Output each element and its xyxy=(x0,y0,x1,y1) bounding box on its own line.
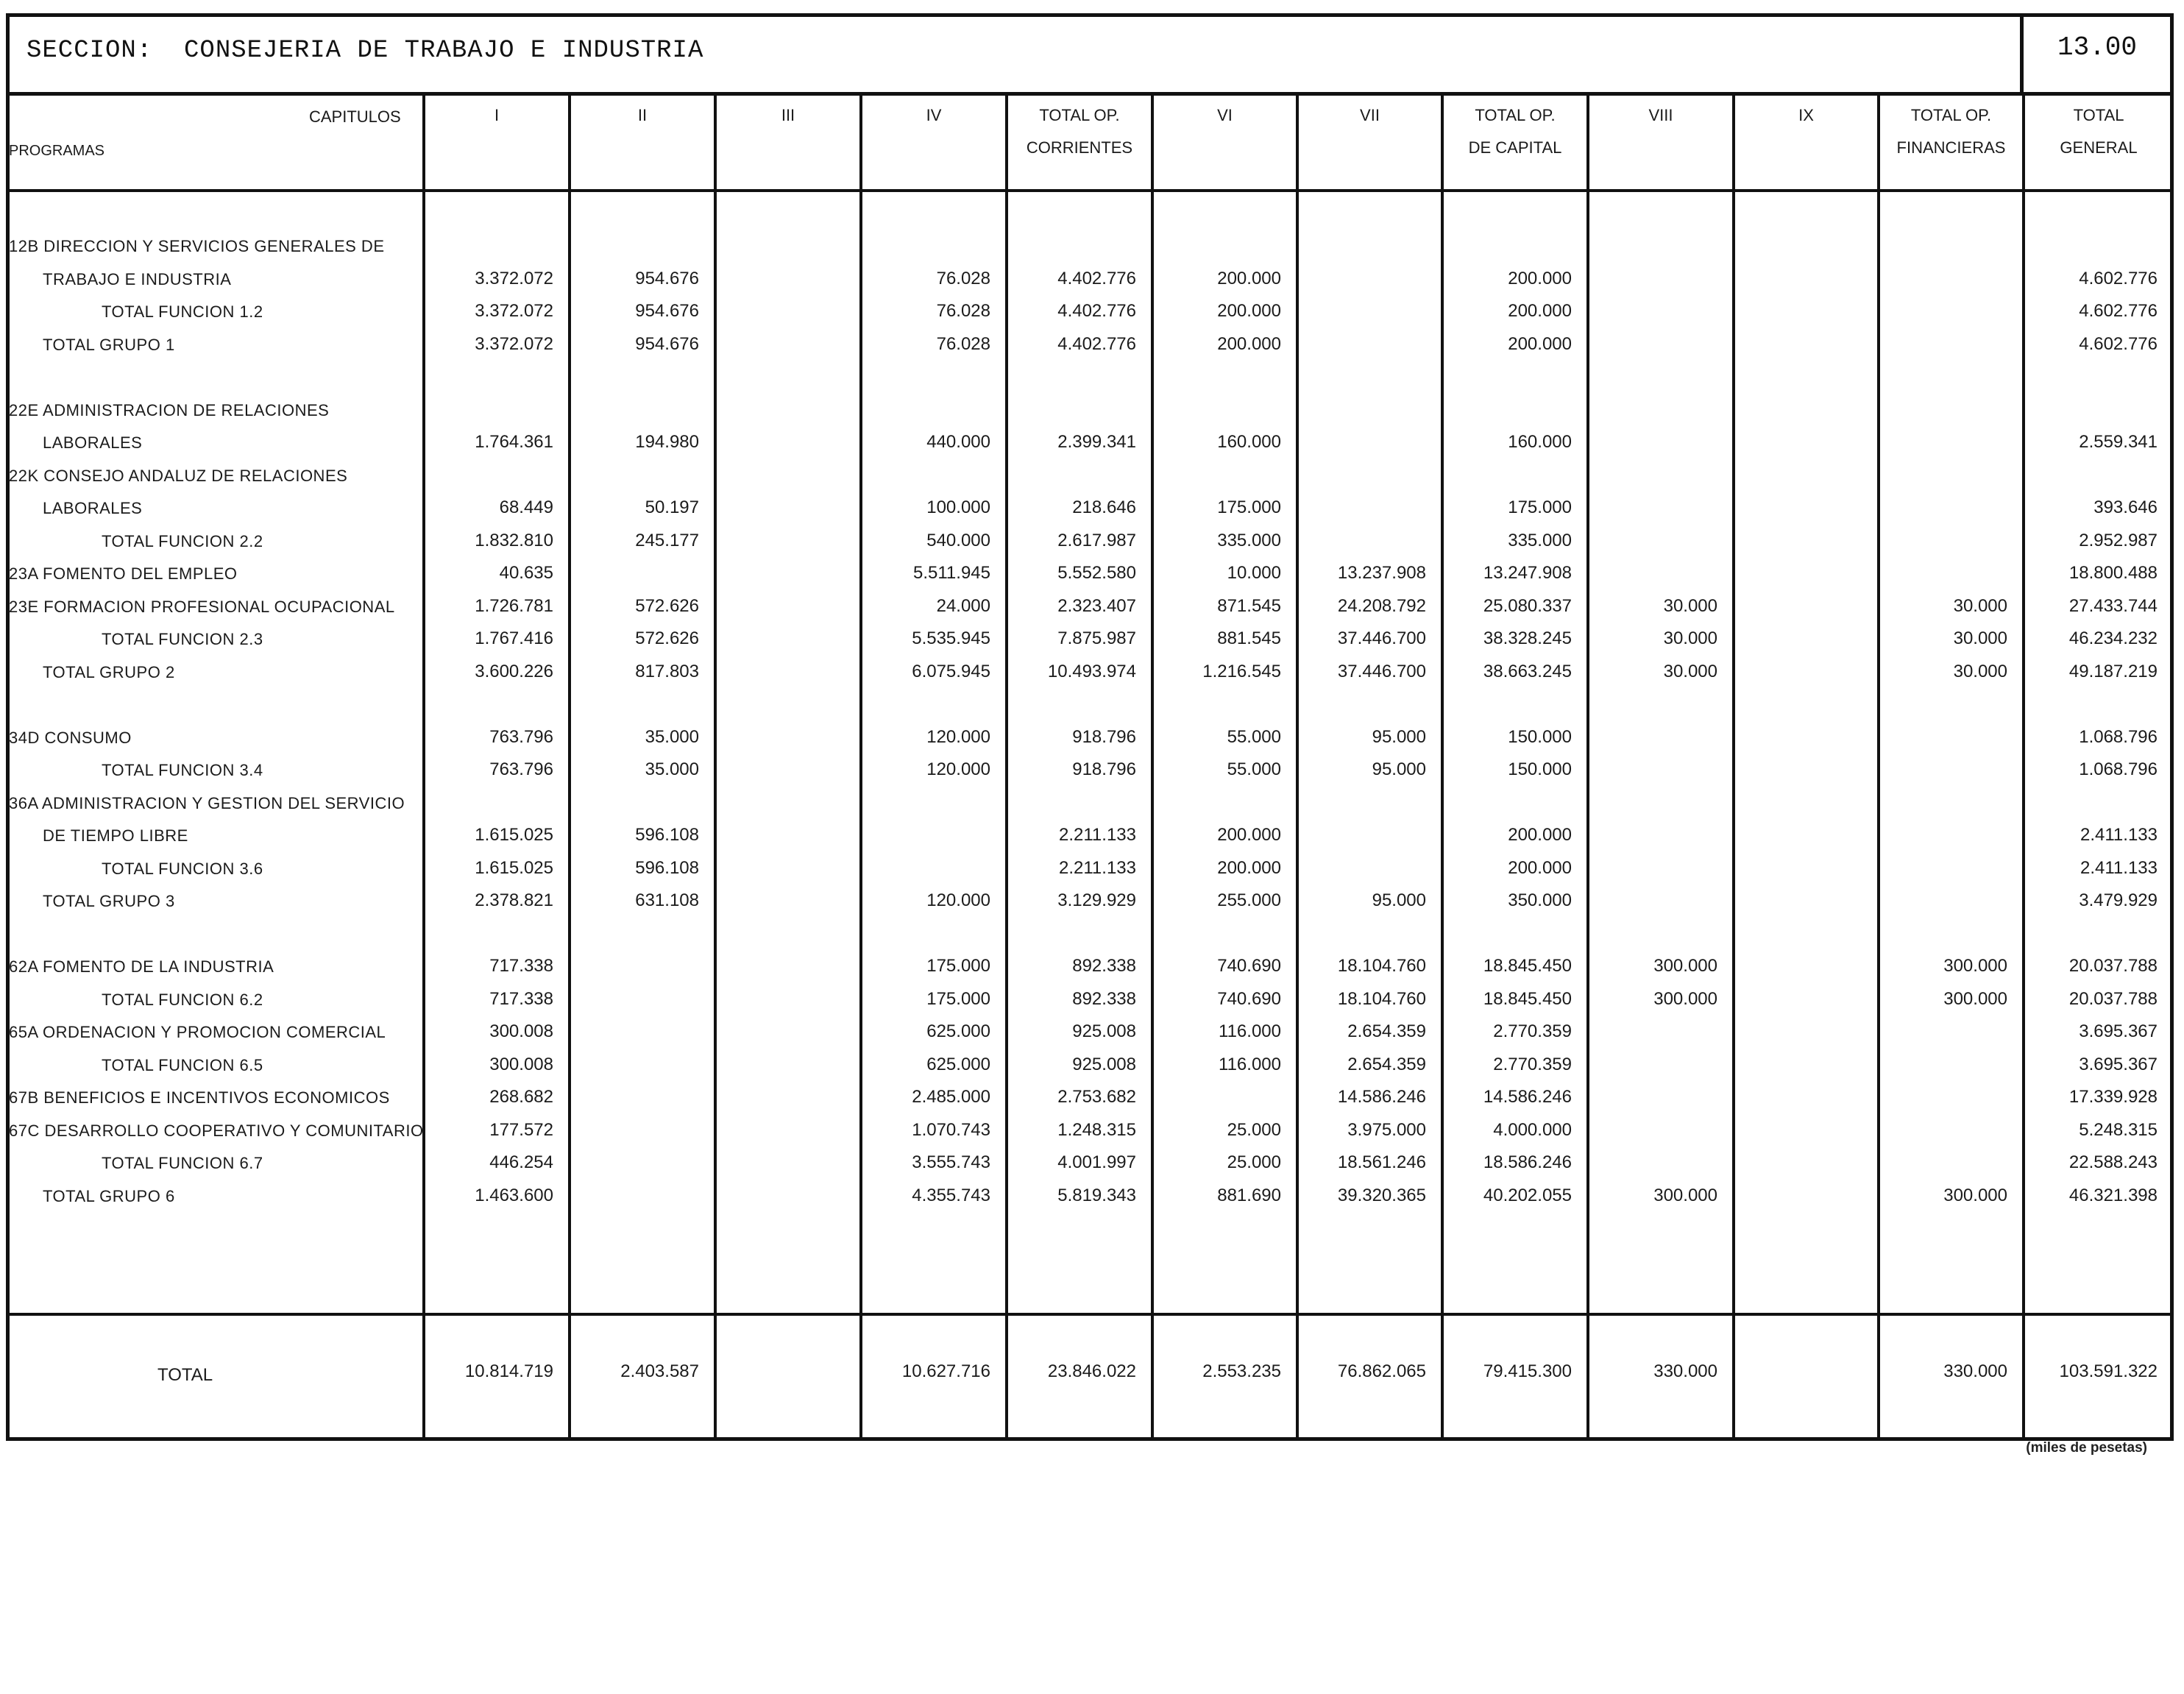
table-cell: 13.237.908 xyxy=(1337,563,1426,583)
row-label: TOTAL FUNCION 3.4 xyxy=(102,761,263,779)
table-cell: 175.000 xyxy=(926,988,990,1009)
table-cell: 300.000 xyxy=(1943,988,2007,1009)
total-cell: 103.591.322 xyxy=(2059,1361,2158,1381)
table-cell: 631.108 xyxy=(635,890,699,910)
table-cell: 4.402.776 xyxy=(1057,301,1136,321)
table-cell: 255.000 xyxy=(1217,890,1281,910)
total-cell: 10.627.716 xyxy=(901,1361,990,1381)
table-cell: 572.626 xyxy=(635,595,699,616)
header-capitulos: CAPITULOS xyxy=(309,107,401,126)
column-header: VII xyxy=(1360,106,1380,124)
row-label: TOTAL GRUPO 1 xyxy=(43,335,175,354)
table-cell: 200.000 xyxy=(1508,825,1572,845)
table-cell: 918.796 xyxy=(1072,726,1136,747)
table-cell: 76.028 xyxy=(936,268,990,288)
table-cell: 175.000 xyxy=(1217,497,1281,517)
header-divider xyxy=(6,189,2174,192)
table-cell: 596.108 xyxy=(635,825,699,845)
table-cell: 5.248.315 xyxy=(2079,1119,2158,1140)
column-header: GENERAL xyxy=(2060,138,2138,157)
table-cell: 95.000 xyxy=(1372,759,1426,779)
row-label: DE TIEMPO LIBRE xyxy=(43,826,188,845)
column-separator xyxy=(714,94,717,1438)
table-cell: 4.602.776 xyxy=(2079,268,2158,288)
table-cell: 2.378.821 xyxy=(475,890,553,910)
table-cell: 300.000 xyxy=(1653,988,1717,1009)
table-cell: 596.108 xyxy=(635,857,699,878)
table-cell: 1.463.600 xyxy=(475,1185,553,1205)
table-cell: 3.372.072 xyxy=(475,301,553,321)
row-label: TOTAL FUNCION 2.2 xyxy=(102,531,263,550)
table-cell: 1.615.025 xyxy=(475,857,553,878)
section-title: SECCION: CONSEJERIA DE TRABAJO E INDUSTRIA xyxy=(26,37,704,65)
column-header: I xyxy=(494,106,500,124)
table-cell: 5.511.945 xyxy=(913,563,990,583)
table-cell: 116.000 xyxy=(1219,1054,1281,1074)
table-cell: 300.008 xyxy=(489,1021,553,1041)
table-cell: 10.000 xyxy=(1227,563,1281,583)
table-cell: 194.980 xyxy=(635,432,699,452)
table-cell: 440.000 xyxy=(926,432,990,452)
table-cell: 175.000 xyxy=(926,956,990,976)
total-cell: 76.862.065 xyxy=(1337,1361,1426,1381)
column-header: VI xyxy=(1217,106,1233,124)
row-label: 36A ADMINISTRACION Y GESTION DEL SERVICIO xyxy=(9,793,405,812)
table-cell: 46.234.232 xyxy=(2068,628,2158,648)
table-cell: 18.104.760 xyxy=(1337,988,1426,1009)
table-cell: 25.000 xyxy=(1227,1152,1281,1172)
table-cell: 1.832.810 xyxy=(475,530,553,550)
table-cell: 3.695.367 xyxy=(2079,1021,2158,1041)
table-cell: 120.000 xyxy=(926,890,990,910)
table-cell: 4.000.000 xyxy=(1493,1119,1572,1140)
table-cell: 17.339.928 xyxy=(2068,1087,2158,1107)
row-label: TOTAL GRUPO 3 xyxy=(43,892,175,910)
table-cell: 5.552.580 xyxy=(1057,563,1136,583)
table-cell: 200.000 xyxy=(1508,301,1572,321)
table-cell: 177.572 xyxy=(489,1119,553,1140)
table-cell: 18.586.246 xyxy=(1483,1152,1572,1172)
table-cell: 1.068.796 xyxy=(2079,759,2158,779)
table-cell: 540.000 xyxy=(926,530,990,550)
table-cell: 892.338 xyxy=(1072,988,1136,1009)
table-cell: 200.000 xyxy=(1217,825,1281,845)
total-cell: 23.846.022 xyxy=(1047,1361,1136,1381)
table-cell: 954.676 xyxy=(635,333,699,354)
table-cell: 95.000 xyxy=(1372,890,1426,910)
table-cell: 2.952.987 xyxy=(2079,530,2158,550)
table-cell: 200.000 xyxy=(1508,857,1572,878)
table-cell: 200.000 xyxy=(1217,268,1281,288)
row-label: 65A ORDENACION Y PROMOCION COMERCIAL xyxy=(9,1023,386,1041)
table-cell: 2.485.000 xyxy=(912,1087,990,1107)
table-cell: 30.000 xyxy=(1663,628,1717,648)
table-cell: 892.338 xyxy=(1072,956,1136,976)
table-cell: 3.555.743 xyxy=(912,1152,990,1172)
table-cell: 4.402.776 xyxy=(1057,268,1136,288)
table-cell: 817.803 xyxy=(635,661,699,681)
total-cell: 330.000 xyxy=(1653,1361,1717,1381)
table-cell: 13.247.908 xyxy=(1483,563,1572,583)
table-cell: 20.037.788 xyxy=(2068,956,2158,976)
table-cell: 393.646 xyxy=(2093,497,2158,517)
units-footnote: (miles de pesetas) xyxy=(2026,1440,2147,1456)
table-cell: 37.446.700 xyxy=(1337,628,1426,648)
table-cell: 740.690 xyxy=(1217,988,1281,1009)
table-cell: 35.000 xyxy=(645,726,699,747)
column-header: VIII xyxy=(1648,106,1673,124)
table-cell: 918.796 xyxy=(1072,759,1136,779)
table-cell: 268.682 xyxy=(489,1087,553,1107)
table-cell: 30.000 xyxy=(1953,628,2007,648)
column-header: TOTAL OP. xyxy=(1039,106,1120,124)
row-label: 22K CONSEJO ANDALUZ DE RELACIONES xyxy=(9,466,348,485)
table-cell: 871.545 xyxy=(1217,595,1281,616)
row-label: TOTAL GRUPO 6 xyxy=(43,1186,175,1205)
row-label: TOTAL GRUPO 2 xyxy=(43,662,175,681)
table-cell: 2.323.407 xyxy=(1057,595,1136,616)
table-cell: 1.767.416 xyxy=(475,628,553,648)
table-cell: 39.320.365 xyxy=(1337,1185,1426,1205)
table-cell: 2.654.359 xyxy=(1347,1021,1426,1041)
table-cell: 30.000 xyxy=(1663,595,1717,616)
table-cell: 4.602.776 xyxy=(2079,301,2158,321)
table-cell: 100.000 xyxy=(926,497,990,517)
table-cell: 18.800.488 xyxy=(2068,563,2158,583)
table-cell: 3.695.367 xyxy=(2079,1054,2158,1074)
table-cell: 881.545 xyxy=(1217,628,1281,648)
column-header: IX xyxy=(1798,106,1814,124)
row-label: 34D CONSUMO xyxy=(9,728,132,747)
table-cell: 350.000 xyxy=(1508,890,1572,910)
table-cell: 95.000 xyxy=(1372,726,1426,747)
table-cell: 200.000 xyxy=(1508,333,1572,354)
table-cell: 25.000 xyxy=(1227,1119,1281,1140)
table-cell: 40.202.055 xyxy=(1483,1185,1572,1205)
table-cell: 3.129.929 xyxy=(1057,890,1136,910)
title-separator xyxy=(2020,13,2024,96)
column-separator xyxy=(1732,94,1735,1438)
table-cell: 2.411.133 xyxy=(2080,857,2158,878)
table-cell: 25.080.337 xyxy=(1483,595,1572,616)
table-cell: 3.479.929 xyxy=(2079,890,2158,910)
table-cell: 3.975.000 xyxy=(1347,1119,1426,1140)
table-cell: 175.000 xyxy=(1508,497,1572,517)
table-cell: 1.216.545 xyxy=(1202,661,1281,681)
table-cell: 200.000 xyxy=(1217,857,1281,878)
table-cell: 49.187.219 xyxy=(2068,661,2158,681)
table-cell: 1.070.743 xyxy=(912,1119,990,1140)
table-cell: 954.676 xyxy=(635,268,699,288)
row-label: TOTAL FUNCION 1.2 xyxy=(102,302,263,321)
column-separator xyxy=(1586,94,1589,1438)
row-label: TOTAL FUNCION 6.5 xyxy=(102,1055,263,1074)
table-cell: 24.000 xyxy=(936,595,990,616)
column-header: TOTAL xyxy=(2073,106,2124,124)
table-cell: 3.372.072 xyxy=(475,333,553,354)
table-cell: 335.000 xyxy=(1508,530,1572,550)
table-cell: 2.770.359 xyxy=(1493,1021,1572,1041)
table-cell: 38.663.245 xyxy=(1483,661,1572,681)
total-cell: 2.553.235 xyxy=(1202,1361,1281,1381)
table-cell: 300.008 xyxy=(489,1054,553,1074)
table-cell: 46.321.398 xyxy=(2068,1185,2158,1205)
table-cell: 5.535.945 xyxy=(912,628,990,648)
table-cell: 30.000 xyxy=(1953,661,2007,681)
table-cell: 3.372.072 xyxy=(475,268,553,288)
table-cell: 14.586.246 xyxy=(1483,1087,1572,1107)
table-cell: 7.875.987 xyxy=(1057,628,1136,648)
row-label: LABORALES xyxy=(43,433,143,452)
table-cell: 1.248.315 xyxy=(1057,1119,1136,1140)
total-cell: 2.403.587 xyxy=(620,1361,699,1381)
row-label: 62A FOMENTO DE LA INDUSTRIA xyxy=(9,957,274,976)
table-cell: 335.000 xyxy=(1217,530,1281,550)
table-cell: 200.000 xyxy=(1217,301,1281,321)
table-cell: 4.001.997 xyxy=(1057,1152,1136,1172)
table-cell: 218.646 xyxy=(1072,497,1136,517)
table-cell: 1.068.796 xyxy=(2079,726,2158,747)
table-cell: 200.000 xyxy=(1217,333,1281,354)
table-cell: 68.449 xyxy=(499,497,553,517)
table-cell: 116.000 xyxy=(1219,1021,1281,1041)
table-cell: 763.796 xyxy=(489,759,553,779)
row-label: 23E FORMACION PROFESIONAL OCUPACIONAL xyxy=(9,597,395,616)
table-cell: 10.493.974 xyxy=(1047,661,1136,681)
table-cell: 625.000 xyxy=(926,1054,990,1074)
section-code: 13.00 xyxy=(2057,32,2138,63)
table-cell: 1.615.025 xyxy=(475,825,553,845)
table-cell: 120.000 xyxy=(926,726,990,747)
table-cell: 20.037.788 xyxy=(2068,988,2158,1009)
column-header: CORRIENTES xyxy=(1026,138,1133,157)
column-header: DE CAPITAL xyxy=(1468,138,1562,157)
column-header: FINANCIERAS xyxy=(1896,138,2006,157)
table-cell: 300.000 xyxy=(1653,1185,1717,1205)
row-label: 67B BENEFICIOS E INCENTIVOS ECONOMICOS xyxy=(9,1088,390,1107)
table-cell: 76.028 xyxy=(936,333,990,354)
table-cell: 6.075.945 xyxy=(912,661,990,681)
table-cell: 881.690 xyxy=(1217,1185,1281,1205)
total-cell: 79.415.300 xyxy=(1483,1361,1572,1381)
table-cell: 1.764.361 xyxy=(475,432,553,452)
table-cell: 300.000 xyxy=(1943,956,2007,976)
table-cell: 14.586.246 xyxy=(1337,1087,1426,1107)
table-cell: 38.328.245 xyxy=(1483,628,1572,648)
row-label: TOTAL FUNCION 6.7 xyxy=(102,1154,263,1172)
table-cell: 572.626 xyxy=(635,628,699,648)
column-header: III xyxy=(781,106,795,124)
row-label: LABORALES xyxy=(43,499,143,517)
table-cell: 2.559.341 xyxy=(2079,432,2158,452)
table-cell: 3.600.226 xyxy=(475,661,553,681)
table-cell: 30.000 xyxy=(1663,661,1717,681)
table-cell: 2.753.682 xyxy=(1057,1087,1136,1107)
table-cell: 245.177 xyxy=(635,530,699,550)
total-divider xyxy=(6,1313,2174,1316)
row-label: TOTAL FUNCION 2.3 xyxy=(102,630,263,648)
table-cell: 5.819.343 xyxy=(1057,1185,1136,1205)
table-cell: 1.726.781 xyxy=(475,595,553,616)
table-cell: 40.635 xyxy=(499,563,553,583)
table-cell: 4.402.776 xyxy=(1057,333,1136,354)
table-cell: 150.000 xyxy=(1508,726,1572,747)
table-cell: 300.000 xyxy=(1943,1185,2007,1205)
table-cell: 30.000 xyxy=(1953,595,2007,616)
table-cell: 35.000 xyxy=(645,759,699,779)
table-cell: 2.399.341 xyxy=(1057,432,1136,452)
total-row-label: TOTAL xyxy=(157,1365,213,1385)
header-programas: PROGRAMAS xyxy=(9,143,105,159)
column-header: II xyxy=(637,106,648,124)
table-cell: 55.000 xyxy=(1227,759,1281,779)
table-cell: 27.433.744 xyxy=(2068,595,2158,616)
table-cell: 120.000 xyxy=(926,759,990,779)
table-cell: 446.254 xyxy=(489,1152,553,1172)
table-cell: 300.000 xyxy=(1653,956,1717,976)
table-cell: 625.000 xyxy=(926,1021,990,1041)
row-label: TRABAJO E INDUSTRIA xyxy=(43,269,232,288)
table-cell: 76.028 xyxy=(936,301,990,321)
table-cell: 925.008 xyxy=(1072,1054,1136,1074)
table-cell: 55.000 xyxy=(1227,726,1281,747)
table-cell: 18.104.760 xyxy=(1337,956,1426,976)
table-cell: 2.654.359 xyxy=(1347,1054,1426,1074)
table-cell: 2.617.987 xyxy=(1057,530,1136,550)
table-cell: 763.796 xyxy=(489,726,553,747)
table-cell: 200.000 xyxy=(1508,268,1572,288)
table-cell: 4.355.743 xyxy=(912,1185,990,1205)
table-cell: 4.602.776 xyxy=(2079,333,2158,354)
table-cell: 18.845.450 xyxy=(1483,988,1572,1009)
row-label: 12B DIRECCION Y SERVICIOS GENERALES DE xyxy=(9,237,385,255)
table-cell: 24.208.792 xyxy=(1337,595,1426,616)
table-cell: 18.845.450 xyxy=(1483,956,1572,976)
table-cell: 2.211.133 xyxy=(1059,825,1136,845)
column-header: IV xyxy=(926,106,942,124)
total-cell: 10.814.719 xyxy=(464,1361,553,1381)
table-cell: 2.411.133 xyxy=(2080,825,2158,845)
table-cell: 22.588.243 xyxy=(2068,1152,2158,1172)
table-cell: 160.000 xyxy=(1508,432,1572,452)
column-header: TOTAL OP. xyxy=(1910,106,1992,124)
row-label: TOTAL FUNCION 3.6 xyxy=(102,859,263,878)
table-cell: 954.676 xyxy=(635,301,699,321)
row-label: 22E ADMINISTRACION DE RELACIONES xyxy=(9,400,330,419)
table-cell: 925.008 xyxy=(1072,1021,1136,1041)
table-cell: 150.000 xyxy=(1508,759,1572,779)
total-cell: 330.000 xyxy=(1943,1361,2007,1381)
table-cell: 160.000 xyxy=(1217,432,1281,452)
column-separator xyxy=(1877,94,1880,1438)
table-cell: 740.690 xyxy=(1217,956,1281,976)
row-label: 67C DESARROLLO COOPERATIVO Y COMUNITARIO xyxy=(9,1121,424,1140)
row-label: 23A FOMENTO DEL EMPLEO xyxy=(9,564,238,583)
column-header: TOTAL OP. xyxy=(1475,106,1556,124)
table-cell: 717.338 xyxy=(489,956,553,976)
row-label: TOTAL FUNCION 6.2 xyxy=(102,990,263,1009)
table-cell: 717.338 xyxy=(489,988,553,1009)
table-cell: 2.211.133 xyxy=(1059,857,1136,878)
table-cell: 50.197 xyxy=(645,497,699,517)
table-cell: 37.446.700 xyxy=(1337,661,1426,681)
table-cell: 2.770.359 xyxy=(1493,1054,1572,1074)
table-cell: 18.561.246 xyxy=(1337,1152,1426,1172)
